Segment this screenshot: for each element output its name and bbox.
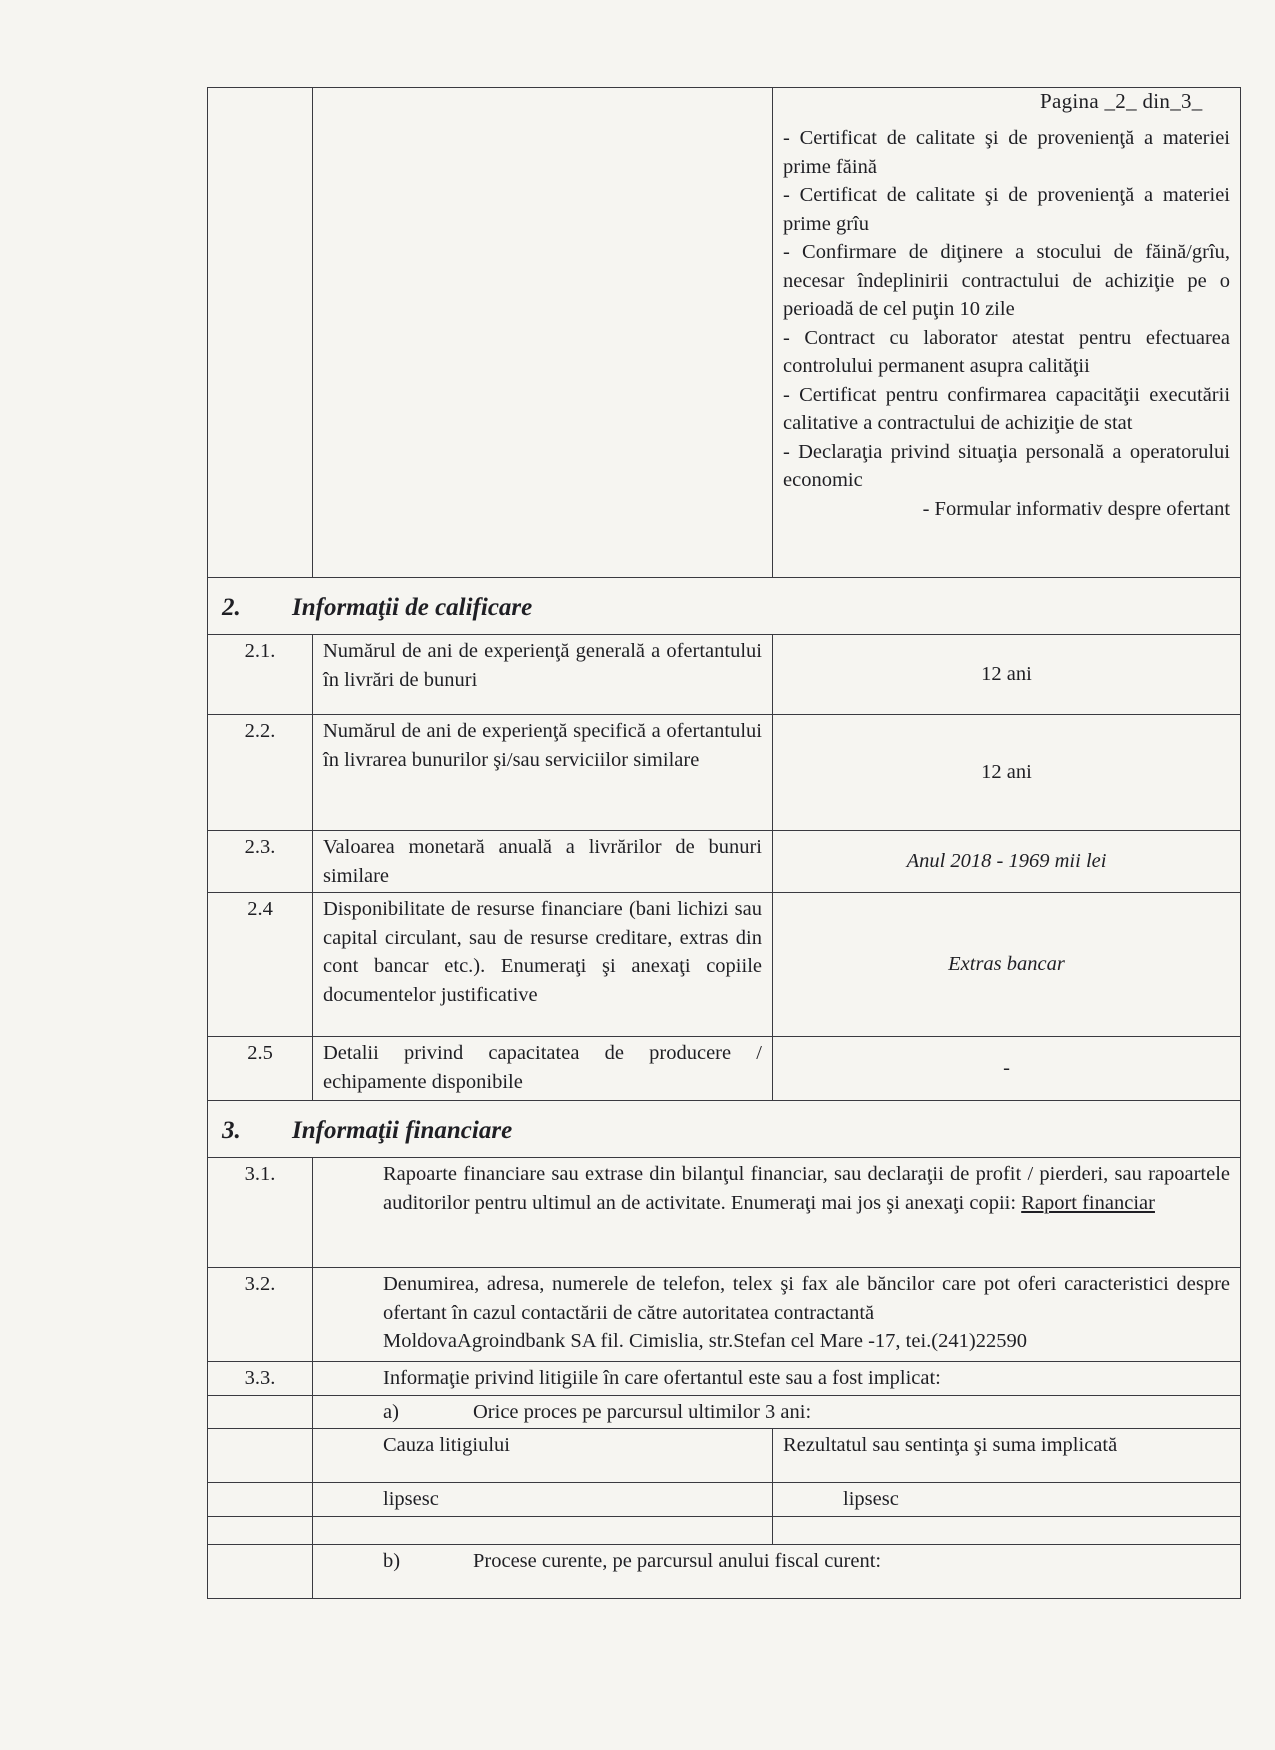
row-3-3: [208, 1362, 1241, 1396]
documents-num-cell: [208, 88, 313, 578]
document-item: - Formular informativ despre ofertant: [922, 497, 1231, 520]
cause-value: lipsesc: [313, 1483, 773, 1517]
document-item: - Confirmare de diţinere a stocului de făină/grîu, necesar îndeplinirii contractului de achiziţie pe o perioadă de cel puţin 10 zile: [783, 241, 1231, 320]
row-label: Numărul de ani de experienţă specifică a ofertantului în livrarea bunurilor şi/sau serviciilor similare: [313, 715, 773, 831]
row-text-body: Denumirea, adresa, numerele de telefon, telex şi fax ale băncilor care pot oferi caracteristici despre ofertant în cazul contactării de către autoritatea contractantă: [383, 1273, 1231, 1324]
row-value: Anul 2018 - 1969 mii lei: [773, 831, 1241, 893]
section-title: Informaţii financiare: [292, 1117, 513, 1144]
row-number: 3.2.: [208, 1268, 313, 1362]
qualification-form: [207, 87, 1240, 1599]
sub-text: Orice proces pe parcursul ultimilor 3 ani:: [473, 1400, 812, 1423]
row-2-1: [208, 635, 1241, 715]
page-number: Pagina _2_ din_3_: [1040, 89, 1203, 113]
form-table: [207, 87, 1241, 1599]
row-number: 2.4: [208, 893, 313, 1037]
row-number: 2.3.: [208, 831, 313, 893]
row-2-2: [208, 715, 1241, 831]
row-value: 12 ani: [773, 635, 1241, 715]
row-number: 3.1.: [208, 1158, 313, 1268]
section-3-heading: [208, 1101, 1241, 1158]
row-2-3: [208, 831, 1241, 893]
document-item: - Certificat pentru confirmarea capacităţii executării calitative a contractului de achiziţie de stat: [783, 383, 1231, 434]
row-number: 2.1.: [208, 635, 313, 715]
row-number: 2.5: [208, 1037, 313, 1101]
row-number: 3.3.: [208, 1362, 313, 1396]
litigation-empty-row: [208, 1516, 1241, 1544]
section-2-heading: [208, 578, 1241, 635]
documents-label-cell: [313, 88, 773, 578]
row-label: Numărul de ani de experienţă generală a ofertantului în livrări de bunuri: [313, 635, 773, 715]
row-text: Informaţie privind litigiile în care ofertantul este sau a fost implicat:: [313, 1362, 1241, 1396]
row-number: 2.2.: [208, 715, 313, 831]
sub-text: Procese curente, pe parcursul anului fiscal curent:: [473, 1549, 882, 1572]
documents-list: [773, 88, 1241, 578]
section-number: 3.: [222, 1117, 241, 1144]
row-3-2: [208, 1268, 1241, 1362]
sub-letter: b): [383, 1549, 401, 1572]
row-label: Valoarea monetară anuală a livrărilor de bunuri similare: [313, 831, 773, 893]
column-header-result: [773, 1429, 1241, 1483]
row-text: [313, 1268, 1241, 1362]
document-item: - Declaraţia privind situaţia personală a operatorului economic: [783, 440, 1231, 491]
row-value: 12 ani: [773, 715, 1241, 831]
row-text: [313, 1158, 1241, 1268]
sub-letter: a): [383, 1400, 399, 1423]
bank-details: MoldovaAgroindbank SA fil. Cimislia, str.Stefan cel Mare -17, tei.(241)22590: [383, 1330, 1027, 1352]
litigation-header-row: [208, 1429, 1241, 1483]
row-2-5: [208, 1037, 1241, 1101]
row-3-3-a: [208, 1395, 1241, 1429]
row-text-body: Rapoarte financiare sau extrase din bilanţul financiar, sau declaraţii de profit / pierderi, sau rapoartele auditorilor pentru ultimul an de activitate. Enumeraţi mai jos şi anexaţi copii:: [383, 1163, 1231, 1214]
row-2-4: [208, 893, 1241, 1037]
litigation-row: [208, 1483, 1241, 1517]
document-item: - Certificat de calitate şi de provenienţă a materiei prime făină: [783, 127, 1231, 178]
document-item: - Certificat de calitate şi de provenienţă a materiei prime grîu: [783, 184, 1231, 235]
row-label: Detalii privind capacitatea de producere / echipamente disponibile: [313, 1037, 773, 1101]
row-value: Extras bancar: [773, 893, 1241, 1037]
document-item: - Contract cu laborator atestat pentru efectuarea controlului permanent asupra calităţii: [783, 326, 1231, 377]
section-number: 2.: [222, 594, 241, 621]
result-value: lipsesc: [773, 1483, 1241, 1517]
row-value: -: [773, 1037, 1241, 1101]
row-3-3-b: [208, 1544, 1241, 1598]
column-header-result-text: Rezultatul sau sentinţa şi suma implicată: [783, 1434, 1118, 1456]
section-title: Informaţii de calificare: [292, 594, 533, 621]
documents-row: [208, 88, 1241, 578]
column-header-cause: Cauza litigiului: [313, 1429, 773, 1483]
row-label: Disponibilitate de resurse financiare (bani lichizi sau capital circulant, sau de resurse creditare, extras din cont bancar etc.). Enumeraţi şi anexaţi copiile documentelor justificative: [313, 893, 773, 1037]
row-3-1: [208, 1158, 1241, 1268]
financial-report-ref: Raport financiar: [1021, 1191, 1155, 1214]
